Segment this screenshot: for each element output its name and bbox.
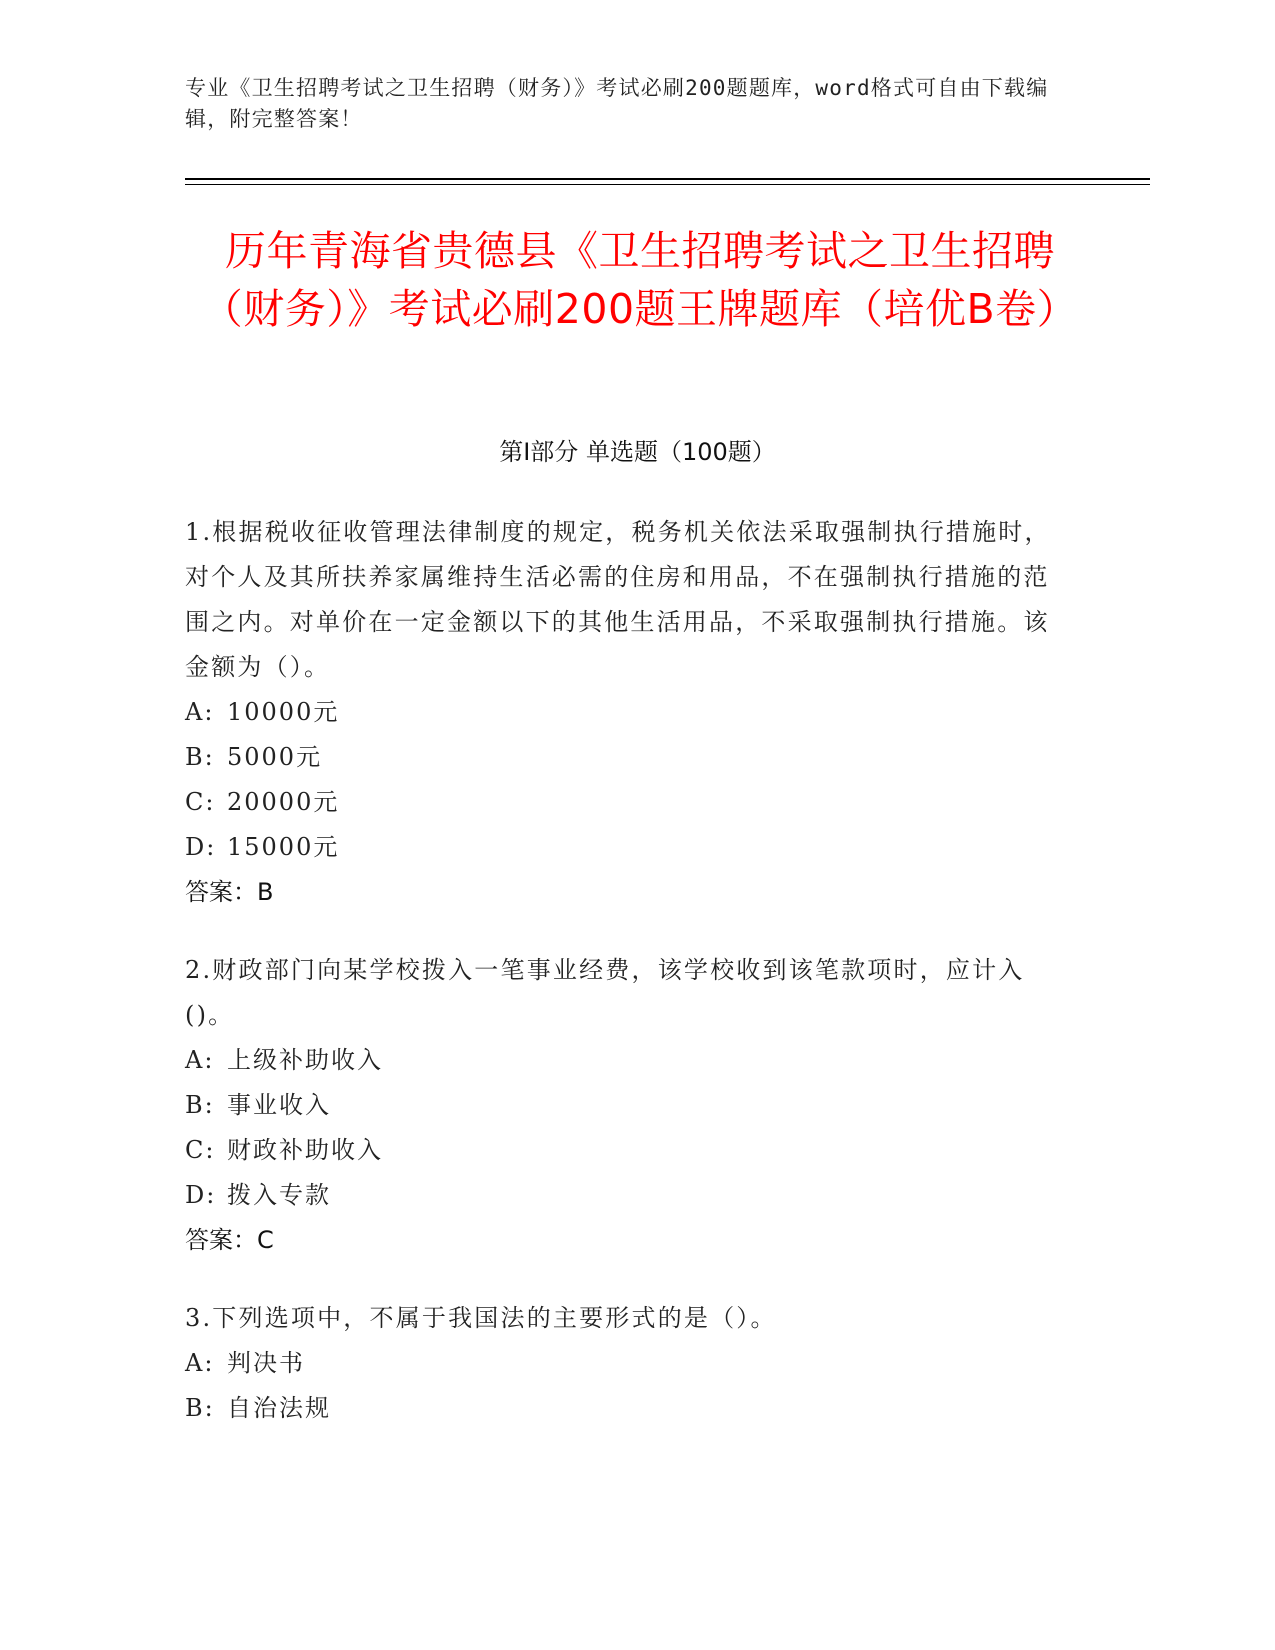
option-b <box>185 1083 1065 1128</box>
question-1 <box>185 510 1065 915</box>
header-divider-thin <box>185 184 1150 185</box>
option-key: A: <box>185 698 215 726</box>
question-3 <box>185 1296 1065 1431</box>
option-text: 自治法规 <box>227 1394 331 1422</box>
option-text: 20000元 <box>227 788 340 816</box>
option-key: B: <box>185 1091 215 1119</box>
option-text: 15000元 <box>227 833 340 861</box>
option-a <box>185 1038 1065 1083</box>
section-title: 第Ⅰ部分 单选题（100题） <box>499 438 776 466</box>
option-c <box>185 1128 1065 1173</box>
option-key: C: <box>185 788 216 816</box>
option-b <box>185 735 1065 780</box>
option-text: 上级补助收入 <box>227 1046 383 1074</box>
option-d <box>185 825 1065 870</box>
option-text: 判决书 <box>227 1349 305 1377</box>
option-key: D: <box>185 1181 217 1209</box>
option-key: A: <box>185 1046 215 1074</box>
document-title: 历年青海省贵德县《卫生招聘考试之卫生招聘（财务）》考试必刷200题王牌题库（培优B卷） <box>201 227 1079 333</box>
option-text: 财政补助收入 <box>227 1136 383 1164</box>
answer: 答案：C <box>185 1226 274 1254</box>
option-b <box>185 1386 1065 1431</box>
option-d <box>185 1173 1065 1218</box>
option-c <box>185 780 1065 825</box>
question-2 <box>185 948 1065 1263</box>
header-divider-thick <box>185 178 1150 180</box>
option-a <box>185 690 1065 735</box>
option-text: 10000元 <box>227 698 340 726</box>
header-note: 专业《卫生招聘考试之卫生招聘（财务）》考试必刷200题题库，word格式可自由下载编辑，附完整答案！ <box>185 76 1049 131</box>
option-text: 事业收入 <box>227 1091 331 1119</box>
option-key: B: <box>185 743 215 771</box>
answer: 答案：B <box>185 878 274 906</box>
question-stem: 3.下列选项中，不属于我国法的主要形式的是（）。 <box>185 1304 777 1332</box>
option-text: 拨入专款 <box>227 1181 331 1209</box>
option-key: C: <box>185 1136 216 1164</box>
question-stem: 1.根据税收征收管理法律制度的规定，税务机关依法采取强制执行措施时，对个人及其所扶养家属维持生活必需的住房和用品，不在强制执行措施的范围之内。对单价在一定金额以下的其他生活用品，不采取强制执行措施。该金额为（）。 <box>185 518 1051 681</box>
option-key: A: <box>185 1349 215 1377</box>
option-key: B: <box>185 1394 215 1422</box>
option-text: 5000元 <box>227 743 323 771</box>
option-key: D: <box>185 833 217 861</box>
question-stem: 2.财政部门向某学校拨入一笔事业经费，该学校收到该笔款项时，应计入()。 <box>185 956 1025 1029</box>
option-a <box>185 1341 1065 1386</box>
